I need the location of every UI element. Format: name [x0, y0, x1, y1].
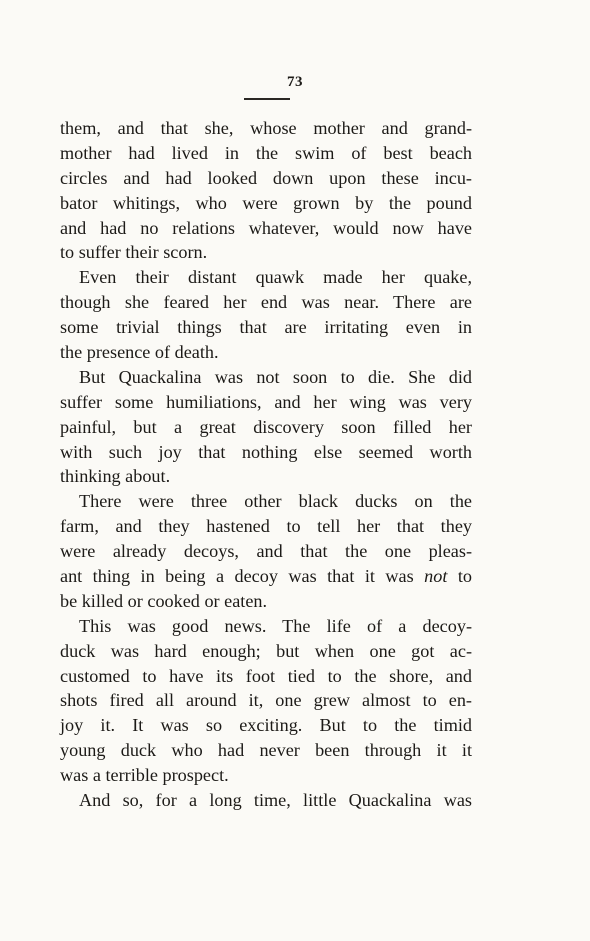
text-line-end: to: [457, 566, 472, 587]
paragraph-2: [60, 265, 472, 365]
text-line: young duck who had never been through it it: [60, 740, 472, 761]
text-line: and had no relations whatever, would now have: [60, 217, 472, 238]
text-line: customed to have its foot tied to the shore, and: [60, 665, 472, 686]
text-line: shots fired all around it, one grew almost to en-: [60, 690, 472, 711]
paragraph-3: [60, 365, 472, 489]
text-line-with-emphasis: [60, 564, 472, 589]
text-line: farm, and they hastened to tell her that they: [60, 516, 472, 537]
body-text: [60, 116, 472, 813]
text-line: thinking about.: [60, 466, 171, 487]
paragraph-6: [60, 788, 472, 813]
text-line-start: ant thing in being a decoy was that it was: [60, 566, 414, 587]
text-line: This was good news. The life of a decoy-: [79, 615, 472, 636]
text-line: to suffer their scorn.: [60, 242, 208, 263]
text-line: circles and had looked down upon these incu-: [60, 167, 472, 188]
paragraph-1: [60, 116, 472, 265]
text-line: though she feared her end was near. There are: [60, 292, 472, 313]
text-line: suffer some humiliations, and her wing was very: [60, 391, 472, 412]
paragraph-4: [60, 489, 472, 613]
paragraph-5: [60, 614, 472, 788]
text-line: bator whitings, who were grown by the pound: [60, 192, 472, 213]
text-line: joy it. It was so exciting. But to the timid: [60, 715, 472, 736]
text-line: be killed or cooked or eaten.: [60, 590, 268, 611]
text-line: duck was hard enough; but when one got ac-: [60, 640, 472, 661]
page-number-rule: [244, 98, 290, 100]
emphasized-word: not: [424, 566, 448, 587]
page-number: 73: [287, 74, 303, 90]
text-line: with such joy that nothing else seemed worth: [60, 441, 472, 462]
text-line: the presence of death.: [60, 342, 219, 363]
text-line: were already decoys, and that the one pleas-: [60, 541, 472, 562]
text-line: them, and that she, whose mother and grand-: [60, 118, 472, 138]
text-line: And so, for a long time, little Quackalina was: [79, 790, 472, 811]
text-line: was a terrible prospect.: [60, 765, 229, 786]
text-line: painful, but a great discovery soon filled her: [60, 416, 472, 437]
text-line: But Quackalina was not soon to die. She did: [79, 366, 472, 387]
text-line: There were three other black ducks on the: [79, 491, 472, 512]
text-line: Even their distant quawk made her quake,: [79, 267, 472, 288]
text-line: some trivial things that are irritating even in: [60, 317, 472, 338]
text-line: mother had lived in the swim of best beach: [60, 142, 472, 163]
